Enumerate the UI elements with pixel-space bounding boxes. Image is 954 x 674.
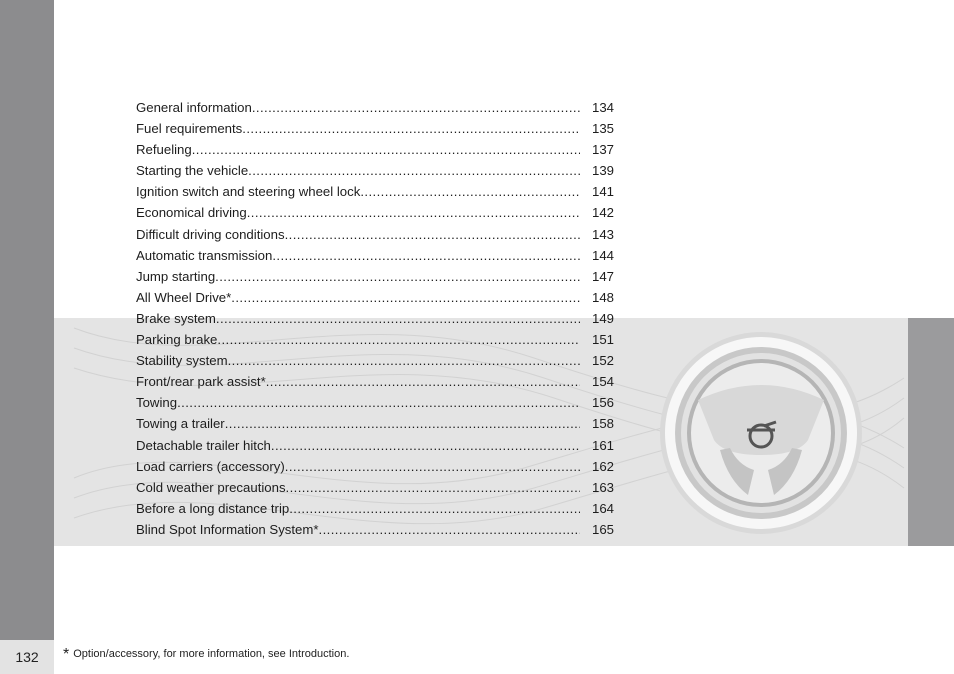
toc-entry[interactable] — [136, 118, 614, 139]
toc-entry-title: Before a long distance trip — [136, 500, 290, 516]
toc-entry-title: Refueling — [136, 142, 192, 158]
toc-entry-title: Detachable trailer hitch — [136, 437, 271, 453]
toc-entry-title: Ignition switch and steering wheel lock — [136, 184, 361, 200]
toc-leader-dots — [215, 266, 580, 287]
toc-leader-dots — [285, 456, 580, 477]
toc-leader-dots — [266, 371, 580, 392]
toc-entry[interactable] — [136, 435, 614, 456]
toc-entry-title: Jump starting — [136, 268, 216, 284]
left-margin-bar — [0, 0, 54, 674]
toc-entry-page: 154 — [591, 374, 614, 390]
toc-entry-page: 147 — [591, 268, 614, 284]
toc-entry[interactable] — [136, 477, 614, 498]
toc-entry-title: Stability system — [136, 353, 228, 369]
toc-entry-page: 144 — [591, 247, 614, 263]
toc-entry[interactable] — [136, 413, 614, 434]
toc-leader-dots — [228, 350, 580, 371]
footnote-marker: * — [63, 646, 70, 663]
toc-leader-dots — [289, 498, 580, 519]
toc-entry-page: 158 — [591, 416, 614, 432]
toc-entry-title: Towing a trailer — [136, 416, 225, 432]
toc-entry[interactable] — [136, 266, 614, 287]
toc-entry[interactable] — [136, 498, 614, 519]
toc-entry-page: 156 — [591, 395, 614, 411]
toc-entry[interactable] — [136, 308, 614, 329]
toc-entry[interactable] — [136, 456, 614, 477]
toc-entry-page: 134 — [591, 100, 614, 115]
toc-entry-page: 148 — [591, 289, 614, 305]
toc-leader-dots — [217, 329, 580, 350]
toc-entry-title: Parking brake — [136, 332, 218, 348]
toc-entry-page: 135 — [591, 121, 614, 137]
toc-leader-dots — [247, 202, 580, 223]
toc-entry-page: 151 — [591, 332, 614, 348]
toc-leader-dots — [192, 139, 580, 160]
toc-entry[interactable] — [136, 392, 614, 413]
toc-entry[interactable] — [136, 224, 614, 245]
chapter-tab — [908, 318, 954, 546]
toc-entry-title: Automatic transmission — [136, 247, 273, 263]
toc-entry-title: Economical driving — [136, 205, 247, 221]
toc-entry-title: Cold weather precautions — [136, 479, 286, 495]
toc-entry-title: Starting the vehicle — [136, 163, 249, 179]
table-of-contents — [136, 97, 614, 540]
toc-entry[interactable] — [136, 139, 614, 160]
toc-entry-page: 143 — [591, 226, 614, 242]
toc-entry[interactable] — [136, 97, 614, 118]
page-number: 132 — [0, 640, 54, 674]
toc-leader-dots — [225, 413, 580, 434]
toc-entry-title: Towing — [136, 395, 178, 411]
toc-entry-page: 152 — [591, 353, 614, 369]
toc-entry[interactable] — [136, 181, 614, 202]
toc-leader-dots — [360, 181, 580, 202]
toc-entry-title: General information — [136, 100, 252, 115]
toc-leader-dots — [286, 477, 580, 498]
toc-entry[interactable] — [136, 350, 614, 371]
toc-leader-dots — [177, 392, 580, 413]
toc-entry-title: Fuel requirements — [136, 121, 243, 137]
toc-entry-page: 137 — [591, 142, 614, 158]
toc-entry-page: 142 — [591, 205, 614, 221]
toc-leader-dots — [231, 287, 580, 308]
toc-entry[interactable] — [136, 287, 614, 308]
toc-entry-title: Load carriers (accessory) — [136, 458, 285, 474]
toc-leader-dots — [216, 308, 580, 329]
toc-entry[interactable] — [136, 202, 614, 223]
toc-entry[interactable] — [136, 371, 614, 392]
toc-entry[interactable] — [136, 160, 614, 181]
toc-entry-page: 139 — [591, 163, 614, 179]
toc-entry-title: All Wheel Drive* — [136, 289, 232, 305]
toc-entry-page: 161 — [591, 437, 614, 453]
toc-leader-dots — [272, 245, 580, 266]
toc-entry[interactable] — [136, 519, 614, 540]
toc-entry-page: 163 — [591, 479, 614, 495]
toc-entry-page: 141 — [591, 184, 614, 200]
toc-entry-title: Front/rear park assist* — [136, 374, 266, 390]
footnote-text: Option/accessory, for more information, see Introduction. — [73, 648, 350, 660]
toc-entry-page: 162 — [591, 458, 614, 474]
toc-leader-dots — [271, 435, 580, 456]
toc-leader-dots — [285, 224, 580, 245]
toc-entry-title: Difficult driving conditions — [136, 226, 285, 242]
toc-entry-title: Blind Spot Information System* — [136, 521, 319, 537]
steering-wheel-icon — [658, 330, 864, 536]
toc-leader-dots — [248, 160, 580, 181]
toc-leader-dots — [242, 118, 580, 139]
toc-entry-title: Brake system — [136, 310, 216, 326]
toc-entry[interactable] — [136, 329, 614, 350]
toc-entry[interactable] — [136, 245, 614, 266]
toc-entry-page: 164 — [591, 500, 614, 516]
toc-leader-dots — [252, 97, 580, 118]
toc-entry-page: 149 — [591, 310, 614, 326]
footnote — [63, 646, 349, 664]
toc-entry-page: 165 — [591, 521, 614, 537]
toc-leader-dots — [319, 519, 580, 540]
